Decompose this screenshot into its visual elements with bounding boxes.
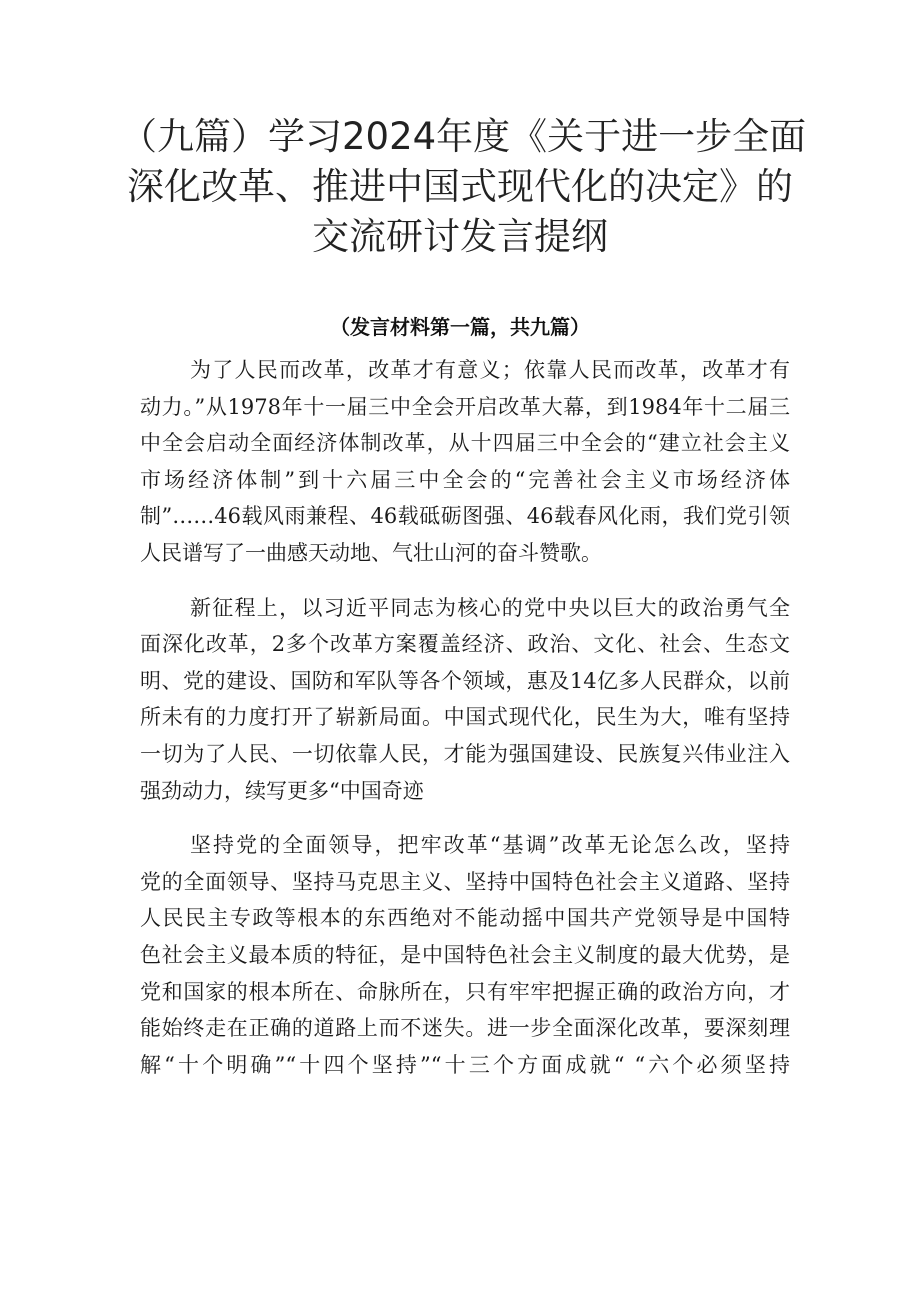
paragraph-2 bbox=[140, 590, 790, 810]
paragraph-line: 能始终走在正确的道路上而不迷失。进一步全面深化改革，要深刻理 bbox=[140, 1016, 790, 1041]
document-title bbox=[120, 112, 807, 262]
paragraph-line: 市场经济体制”到十六届三中全会的“完善社会主义市场经济体 bbox=[140, 467, 790, 492]
paragraph-line: 中全会启动全面经济体制改革，从十四届三中全会的“建立社会主义 bbox=[140, 431, 790, 456]
paragraph-line: 明、党的建设、国防和军队等各个领域，惠及14亿多人民群众，以前 bbox=[140, 668, 790, 693]
paragraph-line: 党和国家的根本所在、命脉所在，只有牢牢把握正确的政治方向，才 bbox=[140, 979, 790, 1004]
paragraph-line: 新征程上，以习近平同志为核心的党中央以巨大的政治勇气全 bbox=[190, 595, 790, 620]
paragraph-line: 所未有的力度打开了崭新局面。中国式现代化，民生为大，唯有坚持 bbox=[140, 705, 790, 730]
paragraph-line: 人民谱写了一曲感天动地、气壮山河的奋斗赞歌。 bbox=[140, 540, 602, 565]
paragraph-line: 解“十个明确”“十四个坚持”“十三个方面成就“ “六个必须坚持 bbox=[140, 1052, 790, 1077]
title-line-1: （九篇）学习2024年度《关于进一步全面 bbox=[120, 115, 807, 158]
paragraph-3 bbox=[140, 827, 790, 1083]
document-subtitle: （发言材料第一篇，共九篇） bbox=[330, 315, 590, 339]
paragraph-line: 党的全面领导、坚持马克思主义、坚持中国特色社会主义道路、坚持 bbox=[140, 869, 790, 894]
paragraph-line: 为了人民而改革，改革才有意义；依靠人民而改革，改革才有 bbox=[190, 358, 790, 382]
paragraph-line: 人民民主专政等根本的东西绝对不能动摇中国共产党领导是中国特 bbox=[140, 906, 790, 931]
title-line-3: 交流研讨发言提纲 bbox=[312, 215, 608, 258]
paragraph-line: 动力。”从1978年十一届三中全会开启改革大幕，到1984年十二届三 bbox=[140, 394, 790, 419]
paragraph-line: 制”……46载风雨兼程、46载砥砺图强、46载春风化雨，我们党引领 bbox=[140, 504, 790, 529]
paragraph-line: 色社会主义最本质的特征，是中国特色社会主义制度的最大优势，是 bbox=[140, 942, 790, 967]
paragraph-line: 坚持党的全面领导，把牢改革“基调”改革无论怎么改，坚持 bbox=[190, 833, 790, 858]
paragraph-1 bbox=[140, 352, 790, 572]
document-body bbox=[140, 352, 790, 1083]
paragraph-line: 面深化改革，2多个改革方案覆盖经济、政治、文化、社会、生态文 bbox=[140, 632, 790, 657]
paragraph-line: 一切为了人民、一切依靠人民，才能为强国建设、民族复兴伟业注入 bbox=[140, 741, 790, 766]
title-line-2: 深化改革、推进中国式现代化的决定》的 bbox=[127, 165, 793, 208]
paragraph-line: 强劲动力，续写更多“中国奇迹 bbox=[140, 778, 424, 803]
